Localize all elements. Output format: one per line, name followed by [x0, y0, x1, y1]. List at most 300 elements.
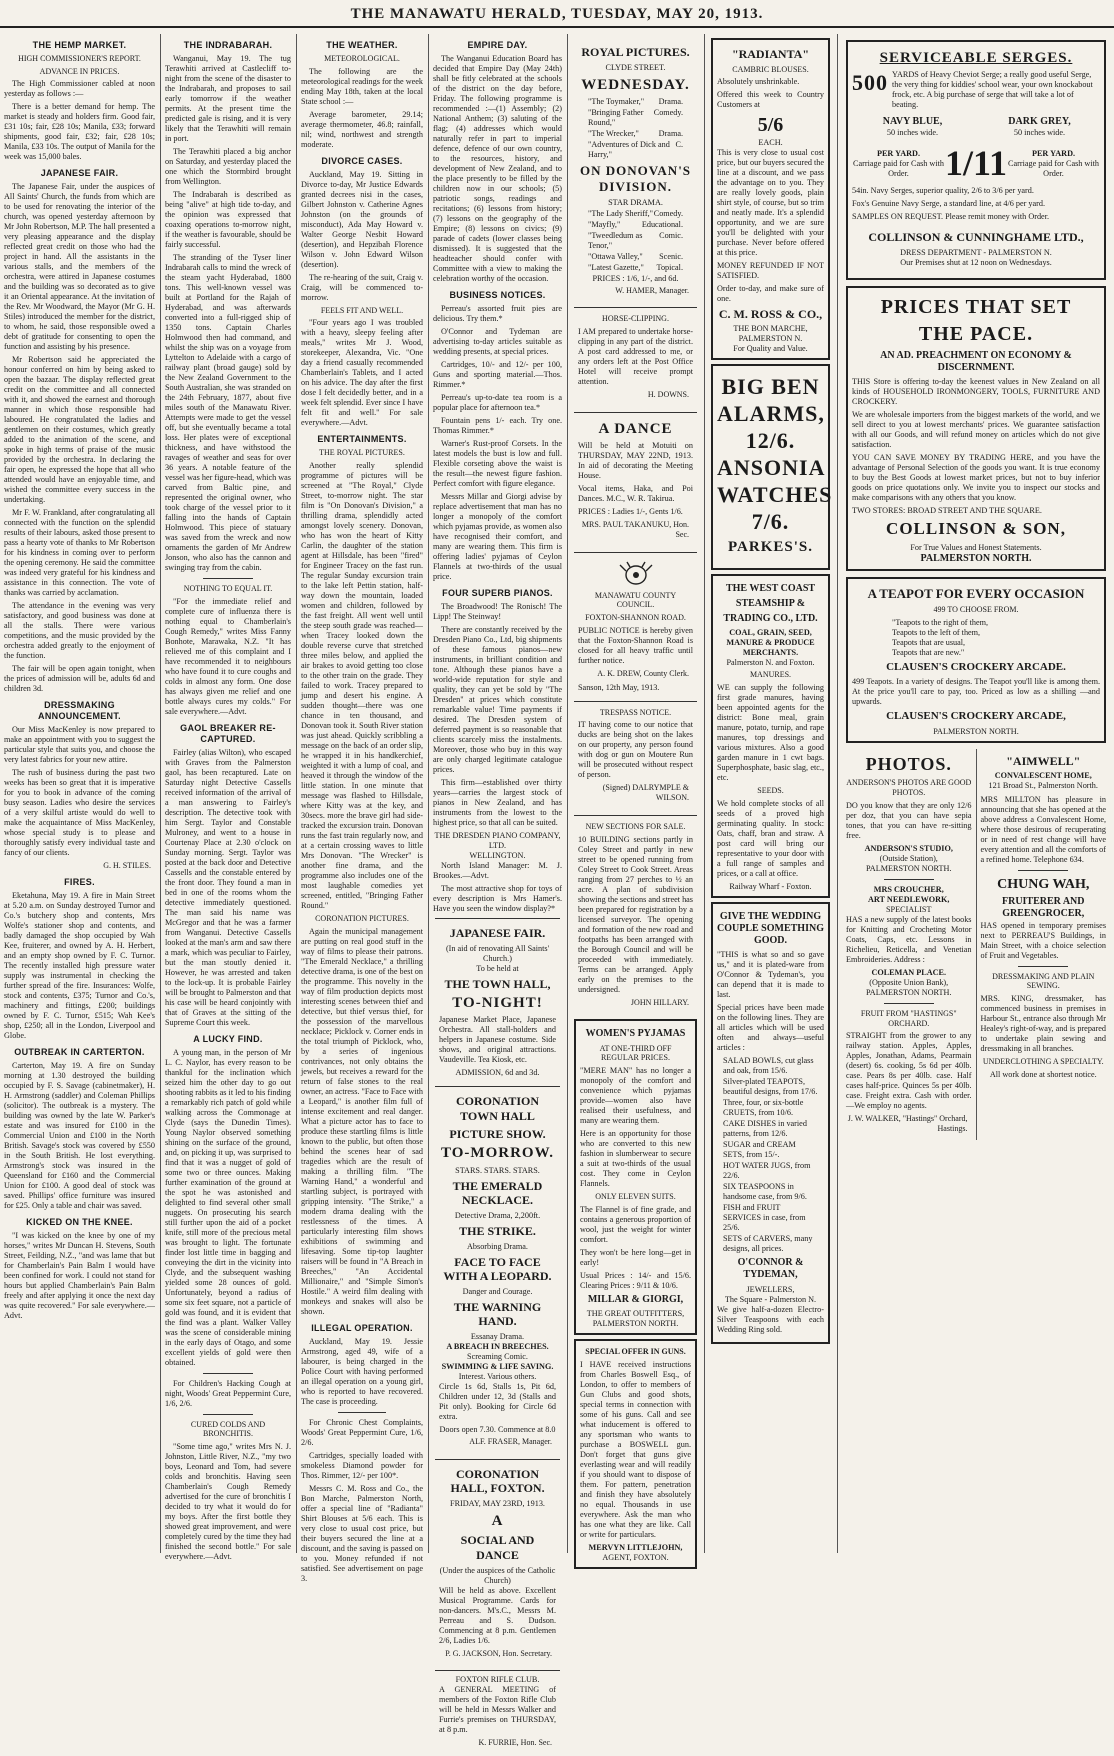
pyjamas-city: PALMERSTON NORTH. — [592, 1319, 679, 1329]
pyjamas-p1: "MERE MAN" has no longer a monopoly of the comfort and convenience which pyjamas provide—women also have realised their usefulness, and many are wearing them. — [580, 1066, 691, 1126]
coro-film6d: Interest. Various others. — [458, 1372, 537, 1381]
coro-film1d: Detective Drama, 2,200ft. — [454, 1210, 541, 1220]
indrabarah-p1: Wanganui, May 19. The tug Terawhiti arrived at Castlecliff to-night from the scene of the disaster to the Indrabarah, and proposes to sail early tomorrow if the weather permits. At the present time the predicted gale is rising, and it is very likely that the Terawhiti will remain in port. — [165, 53, 291, 143]
pace-title: PRICES THAT SET — [880, 296, 1072, 319]
royal-prices: PRICES : 1/6, 1/-, and 6d. — [592, 273, 679, 283]
radianta-ad — [711, 38, 830, 360]
feels-p1: "Four years ago I was troubled with a heavy, sleepy feeling after meals," writes Mr J. Wood, storekeeper, Alexandra, Vic. "One day a friend casually recommended Chamberlain's Tablets, and I acted on his advice. The day after the first dose I felt decidedly better, and in a week felt splendid. Ever since I have felt fit and well." For sale everywhere.—Advt. — [301, 318, 423, 428]
royal-title: ROYAL PICTURES. — [581, 45, 690, 59]
radianta-p3: This is very close to usual cost price, but our buyers secured the line at a discount, and we pass the advantage on to you. They are really lovely goods, plain shirt style, of course, but so trim and neatly made. It's a splendid opportunity, and we are sure you'll be delighted with your purchase. Never before offered at this price. — [717, 147, 824, 257]
serges-note2: Carriage paid for Cash with Order. — [1008, 159, 1099, 179]
guns-ad — [574, 1339, 697, 1569]
teapot-p1: 499 Teapots. In a variety of designs. The Teapot you'll like is among them. At the price you'll care to pay, too. Priced as low as a shilling —and upwards. — [852, 677, 1100, 707]
coronation-p1: Again the municipal management are putting on real good stuff in the way of films to please their patrons. "The Emerald Necklace," a thrilling detective drama, is one of the best on the programme. This novelty in the way of film production depicts most interesting scenes between thief and detective, but thief versus thief, for the possession of the marvellous necklace; Picklock v. Corner ends in the total triumph of Picklock, who, by a series of ingenious contrivances, not only obtains the jewels, but receives a reward for the return of false stones to the real owner, an actress. "Face to Face with a Leopard," is another film full of intense excitement and real danger. What a picture actor has to face to produce these startling films is little known to the public, but often those behind the scenes hear of sad tragedies which are the result of making a thrilling film. "The Warning Hand," a wonderful and startling subject, is portrayed with gripping intensity. "The Strike," a modern drama dealing with the restlessness of the times. A particularly interesting film shows exhibitions of swimming and lifesaving. Some tip-top laughter raisers will be found in "A Breach in Breeches," "An Accidental Millionaire," and "Simple Simon's Hostile." A weird film dealing with monkeys and snakes will also be shown. — [301, 926, 423, 1316]
hemp-sub2: ADVANCE IN PRICES. — [39, 66, 120, 76]
royal-film — [584, 97, 687, 107]
film-name: "Latest Gazette," — [588, 262, 644, 272]
divorce-p1: Auckland, May 19. Sitting in Divorce to-day, Mr Justice Edwards granted decrees nisi in the cases, Gilbert Johnston v. Catherine Agnes Johnston (on the grounds of misconduct), Ada May Howard v. Walter George Nesbit Howard (desertion), and Hepzibah Florence Wilson v. John Edward Wilson (desertion). — [301, 169, 423, 269]
teapot-title: A TEAPOT FOR EVERY OCCASION — [867, 586, 1085, 602]
toys-notice: The most attractive shop for toys of every description is Mrs Hamer's. Have you seen the window display?* — [433, 883, 562, 913]
serges-num: 500 — [852, 70, 888, 96]
westcoast-l5: Palmerston N. and Foxton. — [726, 658, 815, 668]
lucky-p1: A young man, in the person of Mr L. C. Naylor, has every reason to be thankful for the inclination which seized him the other day to go out shooting rabbits as it led to his finding a remarkably rich patch of gold while walking across the Commonage at Clyde (says the Dunedin Times). Young Naylor observed something shining on the surface of the ground, and, on picking it up, was surprised to find that it was a nugget of gold of some two or three ounces. Making further examination of the ground at the spot he was astonished and delighted to find several other small nuggets. On prosecuting his search still further upon the aid of a pocket knife, still more of the precious metal was brought to light. The fortunate finder lost little time in bagging and conveying the dirt in the vicinity into Clyde, and the subsequent washing yielded some 28 ounces of gold. Unfortunately, beyond a radius of some six feet square, not a particle of gold was found, and it is evident that the find was a plant. Walker Valley was the scene of considerable mining in the early days of Otago, and some excellent yields of gold were then obtained. — [165, 1047, 291, 1367]
japanese-fair-ad — [435, 918, 560, 1083]
cured-p1: "Some time ago," writes Mrs N. J. Johnston, Little River, N.Z., "my two boys, Leonard and Tom, had severe colds and bronchitis. Having seen Chamberlain's Cough Remedy advertised for the cure of bronchitis I decided to try what it would do for my boys. After the first bottle they showed great improvement, and were completely cured by the time they had finished the second bottle." For sale everywhere.—Advt. — [165, 1442, 291, 1562]
bigben-l5: WATCHES — [717, 481, 833, 507]
pace-tag: For True Values and Honest Statements. — [910, 542, 1042, 552]
wedding-title: GIVE THE WEDDING COUPLE SOMETHING GOOD. — [717, 910, 824, 947]
wedding-item: SALAD BOWLS, cut glass and oak, from 15/6. — [723, 1056, 814, 1076]
royal-film — [584, 220, 687, 230]
chung-title: CHUNG WAH, — [997, 877, 1090, 893]
serges-left-note — [852, 149, 945, 179]
serges-price-row — [852, 142, 1100, 186]
teapot-firm2: CLAUSEN'S CROCKERY ARCADE, — [886, 710, 1066, 723]
westcoast-ad — [711, 574, 830, 898]
wedding-item: HOT WATER JUGS, from 22/6. — [723, 1161, 811, 1181]
hemp-sub1: HIGH COMMISSIONER'S REPORT. — [18, 53, 141, 63]
radianta-p5: Order to-day, and make sure of one. — [717, 283, 824, 303]
jfair-title: JAPANESE FAIR. — [449, 925, 546, 940]
horse-sign: H. DOWNS. — [647, 390, 689, 400]
coro-film3: FACE TO FACE WITH A LEOPARD. — [443, 1254, 552, 1284]
film-kind: Comic. — [659, 230, 683, 240]
dance-p2: Vocal items, Haka, and Poi Dances. M.C., W. R. Takirua. — [578, 484, 693, 504]
radianta-each: EACH. — [758, 137, 783, 147]
royal-stardrama: STAR DRAMA. — [608, 197, 663, 207]
foxton-sub: (Under the auspices of the Catholic Church) — [439, 1565, 556, 1585]
guns-title: SPECIAL OFFER IN GUNS. — [585, 1347, 686, 1357]
royal-film — [584, 252, 687, 262]
coro-prices: Circle 1s 6d, Stalls 1s, Pit 6d, Children under 12, 3d (Stalls and Pit only). Booking for Circle 6d extra. — [439, 1382, 556, 1421]
radianta-firm: C. M. ROSS & CO., — [718, 306, 823, 321]
divider — [203, 1414, 253, 1415]
empire-p1: The Wanganui Education Board has decided that Empire Day (May 24th) shall be fitly celebrated at the schools of the district on the day before, Friday. The following programme is recommended :—(1) Assembly; (2) National Anthem; (3) saluting of the flag; (4) addresses which would naturally refer in part to imperial defence, defence of our own country, to the resources, history, and development of New Zealand, and to the place presently to be filled by the children now in our schools; (5) patriotic songs, readings and recitations; (6) lessons from history; (7) lessons on the geography of the Empire; (8) lessons on civics; (9) parade of cadets (lower classes being dismissed). It is suggested that the headteacher should confer with Committee with a view to making the celebration worthy of the occasion. — [433, 53, 562, 283]
film-name: "Bringing Father Round," — [588, 107, 644, 127]
serges-p4: SAMPLES ON REQUEST. Please remit money with Order. — [852, 212, 1050, 222]
coro-film2: THE STRIKE. — [459, 1223, 536, 1238]
carterton-p1: Carterton, May 19. A fire on Sunday morning at 1.30 destroyed the building occupied by F. S. Savage (cabinetmaker), H. H. Armstrong (saddler) and Coleman Phillips (solicitor). The outbreak is a mystery. The building was owned by the late W. Parker's estate and was insured for £100 in the Commercial Union and £100 in the North British. Savage's stock was covered by £550 in the South British. He lost everything. Armstrong's stock was insured in the Queensland for £160 and the Commercial Union for £100. A good deal of stock was saved. Phillips' office furniture was insured for £25. Only a table and chair was saved. — [4, 1061, 155, 1211]
dm-sub: UNDERCLOTHING A SPECIALTY. — [982, 1057, 1104, 1067]
feels-heading: FEELS FIT AND WELL. — [320, 305, 404, 315]
divider — [884, 1003, 934, 1004]
jfair-tonight: TO-NIGHT! — [452, 995, 543, 1012]
royal-pictures-sub: THE ROYAL PICTURES. — [319, 448, 405, 458]
jfair-sub: (In aid of renovating All Saints' Church.) — [445, 943, 550, 963]
serges-py2: PER YARD. — [1031, 149, 1076, 159]
teapot-city: PALMERSTON NORTH. — [933, 726, 1019, 736]
weather-heading: THE WEATHER. — [326, 40, 398, 50]
weather-p2: Average barometer, 29.14; average thermometer, 46.8; rainfall, nil; wind, northwest and strength moderate. — [301, 109, 423, 149]
pianos-p3: This firm—established over thirty years—carries the largest stock of pianos in New Zealand, and has instruments from the lowest to the highest price, so that all can be suited. — [433, 777, 562, 827]
horse-clipping-ad — [574, 307, 697, 408]
japanese-fair-heading: JAPANESE FAIR. — [40, 168, 119, 179]
wedding-item: SUGAR and CREAM SETS, from 15/-. — [723, 1140, 796, 1160]
fair-p1: The Japanese Fair, under the auspices of All Saints' Church, the funds from which are to be used for renovating the interior of the church, was opened yesterday afternoon by Mr John Robertson, M.P. The hall presented a very pleasing appearance and the display reflected great credit on those who had the project in hand. All the assistants in the various stalls, and the members of the orchestra, were attired in Japanese costumes and the building was so decorated as to give it an Oriental appearance. At the invitation of the Rev. Mr Woodward, the Mayor (Mr G. H. Stiles) introduced the member for the district, to whom, he said, those responsible owed a debt of gratitude for consenting to open the function and assisting by his presence. — [4, 182, 155, 352]
masthead: THE MANAWATU HERALD, TUESDAY, MAY 20, 1913. — [0, 0, 1114, 28]
film-kind: Topical. — [656, 262, 683, 272]
film-kind: Educational. — [641, 219, 683, 229]
newspaper-page — [0, 30, 1114, 1748]
weather-p1: The following are the meteorological readings for the week ending May 18th, taken at the local State school :— — [301, 66, 423, 106]
trespass-sign: (Signed) DALRYMPLE & WILSON. — [602, 783, 689, 803]
film-name: "The Toymaker," — [588, 96, 645, 106]
pyjamas-ad — [574, 1019, 697, 1335]
trespass-ad — [574, 701, 697, 811]
bigben-l1: BIG BEN — [721, 374, 820, 400]
dress-sign: G. H. STILES. — [103, 861, 151, 871]
ent-p1: Another really splendid programme of pictures will be screened at "The Royal," Clyde Street, to-morrow night. The star film is "On Donovan's Division," a thrilling drama, splendidly acted amongst lovely scenery. Donovan, who has won the heart of Kitty Carlin, the daughter of the station agent at Hillsdale, has been "fired" for Engineer Tracey on the fast run. The regular Sunday excursion train to the lake left Pettin station, half-way down the mountain, loaded women and children, followed by the fast freight. All went well until the steep south grade was reached—when Tracey looked down the double reverse curve that stretched three miles below, and applied the air brakes to avoid getting too close to the other train on the grade. They failed to work. Tracey prepared to jump and desert his engine. A sudden thought—there was one chance in ten thousand, and Donovan took it. South River station was just ahead. Quickly scribbling a message on the back of an order slip, he wrapped it in his handkerchief, weighted it with a lump of coal, and heaved it through the window of the little station. In one minute that message was flashed to Hillsdale, where Kitty was at the key, and 30secs. more the brave girl had side-tracked the excursion train. Donovan runs the fast train regularly now, and at a certain crossing waves to little Mrs Donovan. "The Wrecker" is another fine drama, and the programme also includes one of the most laughable comedies yet screened, entitled, "Bringing Father Round." — [301, 461, 423, 911]
film-kind: Drama. — [658, 128, 683, 138]
film-name: "Ottawa Valley," — [588, 251, 643, 261]
rifle-club-ad — [435, 1670, 560, 1756]
column-3 — [296, 34, 423, 1583]
nothing-p1: "For the immediate relief and complete cure of influenza there is nothing equal to Chamberlain's Cough Remedy," writes Miss Fanny Bonhote, Marawaka, N.Z. "It has relieved me of this complaint and I have recommended it to neighbours who have found it to cure coughs and colds in almost any form. One dose has always given me relief and one bottle always cures my colds." For sale everywhere.—Advt. — [165, 596, 291, 716]
pace-p3: YOU CAN SAVE MONEY BY TRADING HERE, and you have the advantage of Personal Selection of the goods you want. It is true economy to buy the Best Goods at lowest market prices, but not to buy inferior goods on price quotations only. We invite you to inspect our stocks and make comparisons with any others that you know. — [852, 453, 1100, 503]
foxton-title: CORONATION HALL, FOXTON. — [450, 1466, 545, 1496]
pyjamas-sub: AT ONE-THIRD OFF REGULAR PRICES. — [599, 1043, 672, 1063]
council-p1: PUBLIC NOTICE is hereby given that the Foxton-Shannon Road is closed for all heavy traffic until further notice. — [578, 625, 693, 665]
wedding-p3: We give half-a-dozen Electro-Silver Teaspoons with each Wedding Ring sold. — [717, 1304, 824, 1334]
rifle-sign: K. FURRIE, Hon. Sec. — [478, 1738, 552, 1748]
croucher-title: MRS CROUCHER, — [873, 884, 944, 894]
column-2 — [160, 34, 291, 1562]
indrabarah-p4: The stranding of the Tyser liner Indrabarah calls to mind the wreck of the steam yacht Hyderabad, 1800 tons. This well-known vessel was built at Portland for the Rajah of Hyderabad, and was afterwards converted into a full-rigged ship of 1350 tons. Captain Charles Holmwood then had command, and whilst the ship was on a voyage from Lyttelton to Adelaide with a cargo of railway plant (broad gauge) sold by the New Zealand Government to the South Australian, she was stranded on the 24th February, 1877, about five miles south of the Manawatu River. Attempts were made to get the vessel off, but she eventually became a total loss. Her plates were of exceptional thickness, and have withstood the ravages of weather and seas for over 36 years. A notable feature of the vessel was her figure-head, which was carved from Baltic pine, and represented the original owner, who took charge of the vessel prior to it falling into the hands of Captain Holmwood. This piece of statuary was saved from the wreck and now ornaments the garden of Mr Andrew Jonson, who also has the cannon and swinging tray from the cabin. — [165, 252, 291, 572]
pace-p4: TWO STORES: BROAD STREET AND THE SQUARE. — [852, 506, 1042, 516]
pyjamas-p5: Usual Prices : 14/- and 15/6. Clearing Prices : 9/11 & 10/6. — [580, 1270, 691, 1290]
westcoast-addr: Railway Wharf - Foxton. — [729, 881, 812, 891]
pyjamas-firm2: THE GREAT OUTFITTERS, — [586, 1309, 685, 1319]
indrabarah-p3: The Indrabarah is described as being "alive" at high tide to-day, and the opinion was expressed that coaxing operations to-morrow night, if the weather is favourable, should be fairly successful. — [165, 189, 291, 249]
pyjamas-suits: ONLY ELEVEN SUITS. — [595, 1192, 676, 1202]
radianta-tag: For Quality and Value. — [733, 344, 808, 354]
serges-p1: YARDS of Heavy Cheviot Serge; a really good useful Serge, the very thing for kiddies' school wear, your own knockabout frock, etc. A big purchase of serge that will take a lot of beating. — [892, 70, 1093, 110]
foxton-sign: P. G. JACKSON, Hon. Secretary. — [445, 1648, 552, 1658]
column-5 — [567, 34, 699, 1562]
pyjamas-title: WOMEN'S PYJAMAS — [585, 1028, 686, 1040]
royal-film — [584, 129, 687, 139]
westcoast-l4: COAL, GRAIN, SEED, MANURE & PRODUCE MERCHANTS. — [726, 628, 815, 658]
serges-c1: NAVY BLUE, — [882, 116, 943, 128]
serges-intro — [852, 70, 1100, 110]
foxton-a: A — [491, 1513, 504, 1529]
coro-film4: THE WARNING HAND. — [453, 1299, 542, 1329]
biz-n1: Perreau's assorted fruit pies are delicious. Try them.* — [433, 303, 562, 323]
westcoast-seeds: SEEDS. — [757, 785, 784, 795]
photos-city: PALMERSTON NORTH. — [866, 863, 952, 873]
wedding-item: SIX TEASPOONS in handsome case, from 9/6. — [723, 1182, 807, 1202]
coro-film6: SWIMMING & LIFE SAVING. — [441, 1362, 554, 1371]
teapot-poem — [852, 618, 1100, 658]
teapot-line: Teapots that are new." — [892, 647, 965, 657]
royal-film-list — [578, 97, 693, 160]
biz-n6: Warner's Rust-proof Corsets. In the latest models the bust is low and full. Flexible corseting above the waist is the result—the newest figure fashion. Perfect comfort with figure elegance. — [433, 438, 562, 488]
dance-p1: Will be held at Motuiti on THURSDAY, MAY 22ND, 1913. In aid of decorating the Meeting House. — [578, 441, 693, 481]
wedding-p2: Special prices have been made on the following lines. They are all articles which will be used often and always—useful articles : — [717, 1003, 824, 1053]
teapot-line: Teapots that are usual, — [892, 637, 966, 647]
croucher-p1: HAS a new supply of the latest books for Knitting and Crocheting Motor Coats, Caps, etc. Lessons in Richelieu, Reticella, and Venetian Embroideries. Address : — [846, 914, 972, 964]
pace-city: PALMERSTON NORTH. — [920, 552, 1032, 564]
royal-film — [584, 209, 687, 219]
pianos-p2: There are constantly received by the Dresden Piano Co., Ltd, big shipments of these famous pianos—new instruments, in brilliant condition and tone. Although these pianos have a world-wide reputation for style and quality, they can yet be sold by "The Dresden" at prices which constitute remarkable value! Time payments if desired. The Dresden system of deferred payment is so reasonable that clients scarcely miss the instalments. Moreover, those who buy in this way are only charged legitimate catalogue prices. — [433, 624, 562, 774]
serges-title: SERVICEABLE SERGES. — [879, 50, 1073, 66]
illegal-heading: ILLEGAL OPERATION. — [311, 1322, 413, 1333]
fair-p4: The attendance in the evening was very satisfactory, and good business was done at all the stalls. There were various competitions, and the music provided by the orchestra added greatly to the enjoyment of the function. — [4, 601, 155, 661]
divorce-p2: The re-hearing of the suit, Craig v. Craig, will be commenced to-morrow. — [301, 272, 423, 302]
dance-p3: PRICES : Ladies 1/-, Gents 1/6. — [578, 507, 683, 517]
pace-title2: THE PACE. — [918, 323, 1034, 346]
westcoast-p2: We hold complete stocks of all seeds of a proved high germinating quality. In stock: Oats, chaff, bran and straw. A post card will bring our representative to your door with a full range of samples and prices, or a call at office. — [717, 798, 824, 878]
radianta-price: 5/6 — [757, 114, 784, 137]
radianta-p4: MONEY REFUNDED IF NOT SATISFIED. — [717, 260, 824, 280]
biz-n7: Messrs Millar and Giorgi advise by replace advertisement that man has no longer a monopoly of the comfort which pyjamas provide, as women also have recognised their comfort, and many are wearing them. This firm is offering ladies' pyjamas of Ceylon Flannels at two-thirds of the usual price. — [433, 491, 562, 581]
bottom-right — [977, 749, 1111, 1140]
cartridges-notice: Cartridges, specially loaded with smokeless Diamond powder for Thos. Rimmer, 12/- per 100*. — [301, 1450, 423, 1480]
trespass-p1: IT having come to our notice that ducks are being shot on the lakes on our property, any person found with dog or gun on Moutere Run will be prosecuted without respect of person. — [578, 720, 693, 780]
column-7 — [837, 34, 1110, 1553]
column-4 — [428, 34, 562, 1748]
divider — [203, 578, 253, 579]
sections-p1: 10 BUILDING sections partly in Coley Street and partly in new street to be opened running from Coley Street to Cook Street. Areas ranging from 27 perches to ½ an acre. A plan of subdivision showing the sections and street has been prepared for registration by a licensed surveyor. The opening and formation of the new road and footpaths has been arranged with the Borough Council and will be proceeded with immediately. Terms can be arranged. Apply early on the premises to the undersigned. — [578, 834, 693, 994]
empire-day-heading: EMPIRE DAY. — [467, 40, 528, 50]
bottom-left — [842, 749, 977, 1140]
guns-p1: I HAVE received instructions from Charles Boswell Esq., of London, to offer to members of Gun Clubs and good shots, special terms in connection with some of his guns. Call and see what inducement is offered to any sportsman who wants to purchase a BOSWELL gun. Don't forget that guns give everlasting wear and will readily if you should want to dispose of them. For pattern, penetration and finish they have absolutely no equal. Thousands in use everywhere. Ask the man who has one what they are like. Call or write for particulars. — [580, 1359, 691, 1539]
pace-p2: We are wholesale importers from the biggest markets of the world, and we sell direct to you at lowest merchants' prices. We guarantee satisfaction with all our Goods, and will refund money on articles which do not give satisfaction. — [852, 410, 1100, 450]
bottom-ads — [842, 749, 1110, 1140]
guns-sign2: AGENT, FOXTON. — [602, 1552, 669, 1562]
pianos-manager: North Island Manager: M. J. Brookes.—Advt. — [433, 860, 562, 880]
serges-note1: Carriage paid for Cash with Order. — [853, 159, 944, 179]
film-name: "Mayfly," — [588, 219, 621, 229]
chung-p1: HAS opened in temporary premises next to PERREAU'S Buildings, in Main Street, with a choice selection of Fruit and Vegetables. — [980, 920, 1106, 960]
dressmaking-heading: DRESSMAKING ANNOUNCEMENT. — [38, 700, 121, 722]
westcoast-l2: STEAMSHIP & — [735, 597, 806, 609]
radianta-sub: CAMBRIC BLOUSES. — [732, 64, 809, 74]
fires-heading: FIRES. — [64, 877, 95, 888]
foxton-social-ad — [435, 1459, 560, 1667]
divider — [203, 1373, 253, 1374]
aimwell-title: "AIMWELL" — [1006, 753, 1081, 768]
fruit-sign: J. W. WALKER, "Hastings" Orchard, Hastings. — [847, 1114, 968, 1134]
pianos-company: THE DRESDEN PIANO COMPANY, LTD. — [434, 830, 561, 850]
westcoast-title: THE WEST COAST — [725, 582, 816, 594]
serges-c1s: 50 inches wide. — [886, 128, 939, 138]
aimwell-sub: CONVALESCENT HOME, — [994, 771, 1092, 781]
wedding-items — [717, 1056, 824, 1254]
coro-film4d: Essanay Drama. — [470, 1332, 525, 1341]
serges-p2: 54in. Navy Serges, superior quality, 2/6 to 3/6 per yard. — [852, 186, 1034, 196]
pyjamas-p4: They won't be here long—get in early! — [580, 1247, 691, 1267]
royal-star: ON DONOVAN'S DIVISION. — [579, 162, 692, 194]
radianta-p2: Offered this week to Country Customers at — [717, 90, 824, 110]
teapot-sub: 499 TO CHOOSE FROM. — [933, 604, 1019, 614]
serges-col-grey — [979, 116, 1100, 138]
weather-sub: METEOROLOGICAL. — [324, 53, 400, 63]
wedding-firm: O'CONNOR & TYDEMAN, — [737, 1257, 804, 1281]
trespass-title: TRESPASS NOTICE. — [599, 707, 672, 717]
biz-n3: Cartridges, 10/- and 12/- per 100, Guns and sporting material.—Thos. Rimmer.* — [433, 359, 562, 389]
radianta-title: "RADIANTA" — [731, 47, 810, 61]
photos-p1: DO you know that they are only 12/6 per doz, that you can have sepia tones, that you can have re-sitting free. — [846, 800, 972, 840]
sections-sign: JOHN HILLARY. — [630, 997, 689, 1007]
royal-day: WEDNESDAY. — [581, 76, 690, 93]
croucher-sub: ART NEEDLEWORK, — [868, 894, 950, 904]
film-name: "Adventures of Dick and Harry," — [588, 139, 670, 159]
wedding-ad — [711, 902, 830, 1344]
pace-ad — [846, 286, 1106, 571]
coro-sign: ALF. FRASER, Manager. — [469, 1437, 552, 1446]
sections-ad — [574, 815, 697, 1016]
aimwell-addr: 121 Broad St., Palmerston North. — [988, 781, 1098, 791]
film-name: "The Lady Sheriff," — [588, 208, 653, 218]
serges-firm: COLLINSON & CUNNINGHAME LTD., — [868, 230, 1084, 245]
radianta-p1: Absolutely unshrinkable. — [717, 77, 800, 87]
dm-p1: MRS. KING, dressmaker, has commenced business in premises in Harbour St., entrance also through Mr Healey's right-of-way, and is prepared to undertake plain sewing and dressmaking in all branches. — [980, 994, 1106, 1054]
serges-right-note — [1007, 149, 1100, 179]
pianos-p1: The Broadwood! The Ronisch! The Lipp! The Steinway! — [433, 601, 562, 621]
pianos-city: WELLINGTON. — [469, 850, 526, 860]
croucher-sub2: SPECIALIST — [886, 904, 932, 914]
jfair-admission: ADMISSION, 6d and 3d. — [455, 1068, 540, 1078]
county-council-ad — [574, 552, 697, 697]
biz-n2: O'Connor and Tydeman are advertising to-day articles suitable as wedding presents, at special prices. — [433, 326, 562, 356]
film-name: "Tweedledum as Tenor," — [588, 230, 643, 250]
dress-p1: Our Miss MacKenley is now prepared to make an appointment with you to suggest the particular style that suits you, and choose the very latest fabrics for your new attire. — [4, 725, 155, 765]
sections-title: NEW SECTIONS FOR SALE. — [585, 821, 686, 831]
horse-title: HORSE-CLIPPING. — [602, 314, 669, 324]
royal-film-list-2 — [578, 209, 693, 273]
serges-py1: PER YARD. — [876, 149, 921, 159]
bigben-l6: 7/6. — [751, 508, 790, 534]
rifle-p1: A GENERAL MEETING of members of the Foxton Rifle Club will be held in Messrs Walker and Furrie's premises on THURSDAY, at 8 p.m. — [439, 1685, 556, 1735]
coro-film5: A BREACH IN BREECHES. — [446, 1342, 549, 1351]
teapot-ad — [846, 577, 1106, 742]
biz-n5: Fountain pens 1/- each. Try one. Thomas Rimmer.* — [433, 415, 562, 435]
coro-tomorrow: TO-MORROW. — [441, 1145, 554, 1162]
fires-p1: Eketahuna, May 19. A fire in Main Street at 5.20 a.m. on Sunday destroyed Turnor and Co.'s butchery shop and contents, Mrs Wolfe's stationer shop and contents, and badly damaged the shop occupied by Wah Kee, fruiterer, and owned by A. H. Herbert, and an empty shop owned by F. C. Turnor. The recently installed high pressure water supply was instrumental in checking the further spread of the fire. Insurances: Wolfe, stock and contents, £375; Turnor and Co.'s, machinery and fittings, £200; buildings owned by F. C. Turnor, £515; Wah Kee's shop, £250; all in the London, Liverpool and Globe. — [4, 891, 155, 1041]
wedding-item: FISH and FRUIT SERVICES in case, from 25/6. — [723, 1203, 806, 1233]
photos-sub: ANDERSON'S PHOTOS ARE GOOD PHOTOS. — [846, 778, 972, 798]
croucher-city: PALMERSTON NORTH. — [866, 987, 952, 997]
wedding-p1: "THIS is what so and so gave us," and it is plated-ware from O'Connor & Tydeman's, you can depend that it is made to last. — [717, 950, 824, 1000]
wedding-item: CAKE DISHES in varied patterns, from 12/6. — [723, 1119, 807, 1139]
dance-ad — [574, 412, 697, 548]
chest-notice: For Chronic Chest Complaints, Woods' Great Peppermint Cure, 1/6, 2/6. — [301, 1417, 423, 1447]
divider — [884, 879, 934, 880]
fair-p3: Mr F. W. Frankland, after congratulating all connected with the function on the splendid results of their labours, asked those present to pass a hearty vote of thanks to Mr Robertson for his kindness in coming over to perform the opening ceremony. He said the committee was indeed very grateful for his kindness and assistance in this connection. The vote of thanks was carried by acclamation. — [4, 508, 155, 598]
croucher-addr2: (Opposite Union Bank), — [869, 977, 949, 987]
wedding-item: Three, four, or six-bottle CRUETS, from 10/6. — [723, 1098, 804, 1118]
coronation-hall-ad — [435, 1086, 560, 1454]
serges-shut: Our Premises shut at 12 noon on Wednesdays. — [900, 258, 1052, 268]
business-notices-heading: BUSINESS NOTICES. — [449, 289, 546, 300]
jfair-hall: THE TOWN HALL, — [444, 976, 551, 991]
guns-sign: MERVYN LITTLEJOHN, — [588, 1542, 683, 1552]
westcoast-p1: WE can supply the following first grade manures, having been appointed agents for the district: Bone meal, grain manure, potato, turnip, and rape manures, top dressings and various mixtures. Also a good garden manure in 1 cwt bags. Superphosphate, basic slag, etc., etc. — [717, 682, 824, 782]
wedding-item: Silver-plated TEAPOTS, beautiful designs, from 17/6. — [723, 1077, 818, 1097]
ross-notice: Messrs C. M. Ross and Co., the Bon Marche, Palmerston North, offer a special line of "Radianta" Shirt Blouses at 5/6 each. This is very close to usual cost price, but their buyers secured the line at a discount, and the saving is passed on to you. Money refunded if not satisfied. See advertisement on page 3. — [301, 1483, 423, 1583]
bigben-l2: ALARMS, — [717, 401, 825, 427]
wedding-item: SETS of CARVERS, many designs, all prices. — [723, 1234, 813, 1254]
gaol-p1: Fairley (alias Wilton), who escaped with Graves from the Palmerston gaol, has been recaptured. Late on Saturday night Detective Cassells received information of the arrival of a man answering to Fairley's description. The detective took with him Sergt. Taylor and Constable Mulroney, and went to a house in Courtenay Place at 2.30 o'clock on Sunday morning. Sergt. Taylor was posted at the back door and Detective Cassells and the constable entered by the front door. They found a man in bed in one of the rooms whom the detective immediately questioned. The man said his name was McGregor and that he was a farmer from Wanganui. Detective Cassells looked at the man's arm and saw there a mark, which was peculiar to Fairley, but the man stoutly denied it. However, he was arrested and taken to the lock-up. It is probable Fairley will be brought to Palmerston and that his case will be heard conjointly with that of Graves at the sitting of the Supreme Court this week. — [165, 747, 291, 1027]
wedding-addr: The Square - Palmerston N. — [724, 1294, 817, 1304]
chung-sub: FRUITERER AND GREENGROCER, — [1001, 896, 1085, 920]
wedding-firm2: JEWELLERS, — [746, 1284, 795, 1294]
royal-sign: W. HAMER, Manager. — [615, 285, 689, 295]
pyjamas-firm: MILLAR & GIORGI, — [587, 1293, 684, 1305]
nothing-heading: NOTHING TO EQUAL IT. — [183, 583, 273, 593]
divider — [1018, 966, 1068, 967]
dance-title: A DANCE — [598, 420, 673, 437]
radianta-firm2: THE BON MARCHE, — [733, 324, 808, 334]
coro-film1: THE EMERALD NECKLACE. — [452, 1178, 543, 1208]
teapot-line: Teapots to the left of them, — [892, 627, 981, 637]
aimwell-p1: MRS MILLTON has pleasure in announcing that she has opened at the above address a Convalescent Home, where those desirous of recuperating or in need of rest change will have every attention and all the comforts of a refined home. Telephone 634. — [980, 795, 1106, 865]
illegal-p1: Auckland, May 19. Jessie Armstrong, aged 49, wife of a labourer, is being charged in the Police Court with having performed an illegal operation on a young girl, who is reported to have recovered. The case is proceeding. — [301, 1336, 423, 1406]
pace-sub: AN AD. PREACHMENT ON ECONOMY & DISCERNMENT. — [880, 349, 1072, 373]
coro-film2d: Absorbing Drama. — [467, 1241, 528, 1251]
pianos-heading: FOUR SUPERB PIANOS. — [442, 587, 553, 598]
royal-film — [584, 140, 687, 160]
royal-pictures-ad — [574, 38, 697, 303]
photos-title: PHOTOS. — [865, 753, 952, 774]
teapot-line: "Teapots to the right of them, — [892, 617, 988, 627]
knee-heading: KICKED ON THE KNEE. — [26, 1217, 133, 1228]
foxton-date: FRIDAY, MAY 23RD, 1913. — [450, 1499, 545, 1508]
serges-c2s: 50 inches wide. — [1013, 128, 1066, 138]
bigben-firm: PARKES'S. — [728, 539, 813, 556]
fair-p2: Mr Robertson said he appreciated the honour conferred on him by being asked to open the bazaar. The display reflected great credit on the committee and all connected with it, and showed the earnest and thorough manner in which those responsible had laboured. He congratulated the ladies and gentlemen on their costumes, which greatly added to the animation of the scene, and spoke in high terms of praise of the music provided by the orchestra. In declaring the fair open, he expressed the hope that all who attended would have an enjoyable time, and wished the committee every success in the undertaking. — [4, 355, 155, 505]
photos-firm: ANDERSON'S STUDIO, — [864, 843, 953, 853]
hacking-notice: For Children's Hacking Cough at night, Woods' Great Peppermint Cure, 1/6, 2/6. — [165, 1378, 291, 1408]
coronation-heading: CORONATION PICTURES. — [315, 914, 409, 924]
serges-c2: DARK GREY, — [1008, 116, 1071, 128]
croucher-addr: COLEMAN PLACE. — [871, 967, 947, 977]
bigben-l3: 12/6. — [745, 428, 796, 454]
dm-p2: All work done at shortest notice. — [989, 1069, 1097, 1079]
council-title: MANAWATU COUNTY COUNCIL. — [594, 590, 677, 610]
coro-film5d: Screaming Comic. — [467, 1352, 528, 1361]
column-1 — [4, 34, 155, 1553]
fruit-p1: STRAIGHT from the grower to any railway station. Apples, Apples, Apples, Jonathan, Adams, Pearmain (desert) 6s. cooking, 5s 6d per 40lb. case. Pears 8s per 40lb. case. Half cases half-price. Quinces 5s per 40lb. case. Freight extra. Cash with order.—We employ no agents. — [846, 1031, 972, 1111]
entertainments-heading: ENTERTAINMENTS. — [317, 434, 407, 445]
pyjamas-p2: Here is an opportunity for those who are converted to this new fashion in slumberwear to secure a suit at two-thirds of the usual cost. They come in Ceylon Flannels. — [580, 1129, 691, 1189]
coro-film3d: Danger and Courage. — [462, 1286, 533, 1296]
hemp-p1: The High Commissioner cabled at noon yesterday as follows :— — [4, 79, 155, 99]
divider — [1018, 870, 1068, 871]
council-sub: FOXTON-SHANNON ROAD. — [585, 613, 686, 623]
royal-film — [584, 231, 687, 251]
royal-street: CLYDE STREET. — [605, 62, 666, 72]
teapot-firm: CLAUSEN'S CROCKERY ARCADE. — [886, 660, 1066, 673]
photos-firm2: (Outside Station), — [879, 853, 938, 863]
council-date: Sanson, 12th May, 1913. — [578, 682, 660, 692]
biz-n4: Perreau's up-to-date tea room is a popular place for afternoon tea.* — [433, 392, 562, 412]
gaol-heading: GAOL BREAKER RE-CAPTURED. — [180, 722, 276, 744]
carterton-heading: OUTBREAK IN CARTERTON. — [14, 1047, 145, 1058]
indrabarah-heading: THE INDRABARAH. — [183, 40, 273, 50]
horse-p1: I AM prepared to undertake horse-clipping in any part of the district. A post card addressed to me, or any orders left at the Post Office Hotel will receive prompt attention. — [578, 327, 693, 387]
fruit-title: FRUIT FROM "HASTINGS" ORCHARD. — [860, 1008, 957, 1028]
foxton-dance: SOCIAL AND DANCE — [460, 1533, 535, 1562]
jfair-held: To be held at — [476, 963, 519, 973]
cured-heading: CURED COLDS AND BRONCHITIS. — [190, 1419, 266, 1439]
column-6 — [704, 34, 832, 1553]
westcoast-l3: TRADING CO., LTD. — [723, 613, 818, 625]
film-kind: Comedy. — [653, 107, 683, 117]
film-kind: Scenic. — [659, 251, 683, 261]
serges-price: 1/11 — [945, 143, 1008, 184]
